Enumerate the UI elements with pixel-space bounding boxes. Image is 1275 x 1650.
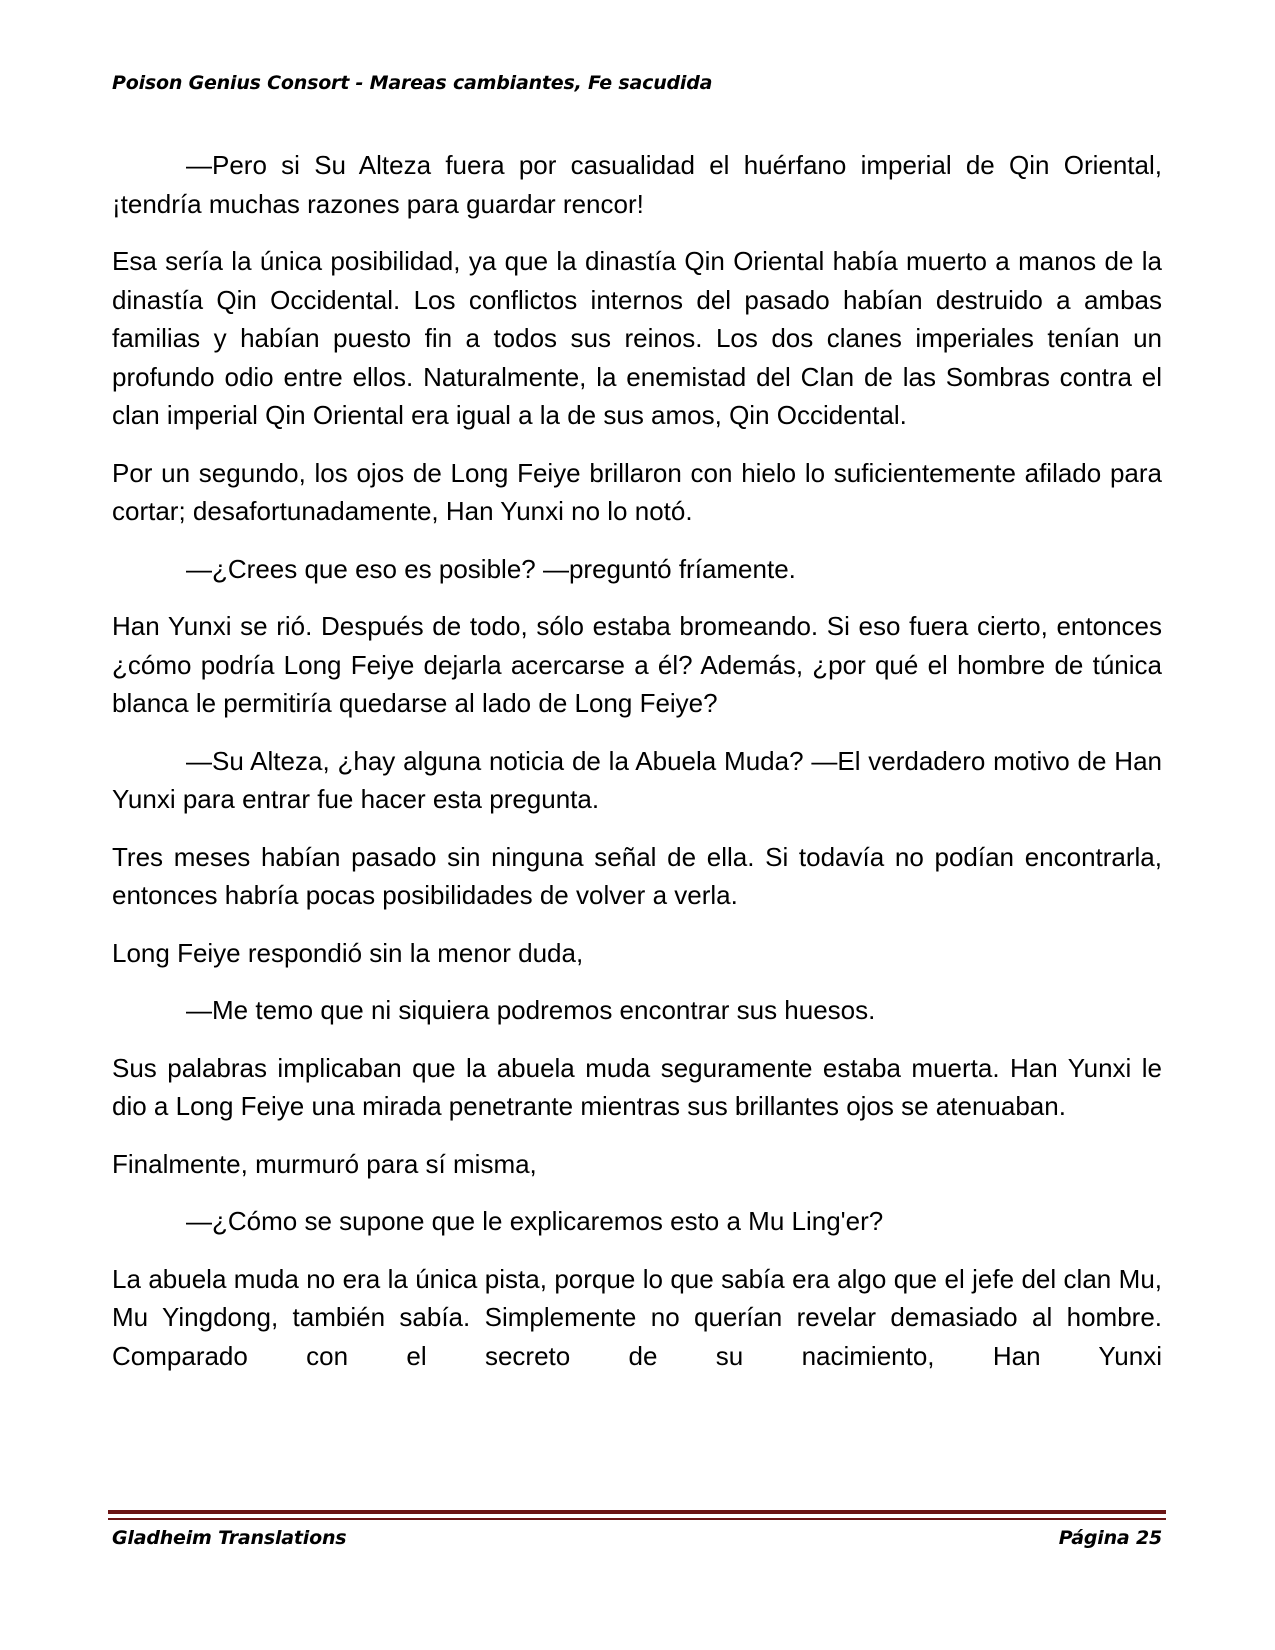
paragraph: —Me temo que ni siquiera podremos encontrar sus huesos. (186, 995, 876, 1025)
footer-credit: Gladheim Translations (112, 1527, 347, 1549)
page-header: Poison Genius Consort - Mareas cambiantes, Fe sacudida (112, 72, 713, 94)
page-number: Página 25 (1058, 1527, 1162, 1549)
page-footer (112, 1527, 1162, 1549)
paragraph: Long Feiye respondió sin la menor duda, (112, 937, 584, 968)
paragraph: —¿Cómo se supone que le explicaremos esto a Mu Ling'er? (186, 1206, 884, 1236)
paragraph: Finalmente, murmuró para sí misma, (112, 1148, 537, 1179)
paragraph: —Su Alteza, ¿hay alguna noticia de la Abuela Muda? —El verdadero motivo de Han Yunxi para entrar fue hacer esta pregunta. (112, 745, 1162, 814)
paragraph: —¿Crees que eso es posible? —preguntó fríamente. (186, 553, 796, 584)
paragraph: Esa sería la única posibilidad, ya que la dinastía Qin Oriental había muerto a manos de la dinastía Qin Occidental. Los conflictos internos del pasado habían destruido a ambas familias y habían puesto fin a todos sus reinos. Los dos clanes imperiales tenían un profundo odio entre ellos. Naturalmente, la enemistad del Clan de las Sombras contra el clan imperial Qin Oriental era igual a la de sus amos, Qin Occidental. (112, 246, 1162, 430)
footer-rule (108, 1510, 1166, 1523)
page-body (112, 146, 1162, 1375)
paragraph: Sus palabras implicaban que la abuela muda seguramente estaba muerta. Han Yunxi le dio a Long Feiye una mirada penetrante mientras sus brillantes ojos se atenuaban. (112, 1052, 1162, 1121)
paragraph: —Pero si Su Alteza fuera por casualidad el huérfano imperial de Qin Oriental, ¡tendría muchas razones para guardar rencor! (112, 150, 1162, 219)
footer-rule-thick (108, 1510, 1166, 1514)
paragraph: La abuela muda no era la única pista, porque lo que sabía era algo que el jefe del clan Mu, Mu Yingdong, también sabía. Simplemente no querían revelar demasiado al hombre. Comparado con el secreto de su nacimiento, Han Yunxi (112, 1263, 1162, 1371)
paragraph: Tres meses habían pasado sin ninguna señal de ella. Si todavía no podían encontrarla, entonces habría pocas posibilidades de volver a verla. (112, 841, 1162, 910)
footer-rule-thin (108, 1518, 1166, 1520)
paragraph: Han Yunxi se rió. Después de todo, sólo estaba bromeando. Si eso fuera cierto, entonces ¿cómo podría Long Feiye dejarla acercarse a él? Además, ¿por qué el hombre de túnica blanca le permitiría quedarse al lado de Long Feiye? (112, 611, 1162, 718)
paragraph: Por un segundo, los ojos de Long Feiye brillaron con hielo lo suficientemente afilado para cortar; desafortunadamente, Han Yunxi no lo notó. (112, 457, 1162, 526)
